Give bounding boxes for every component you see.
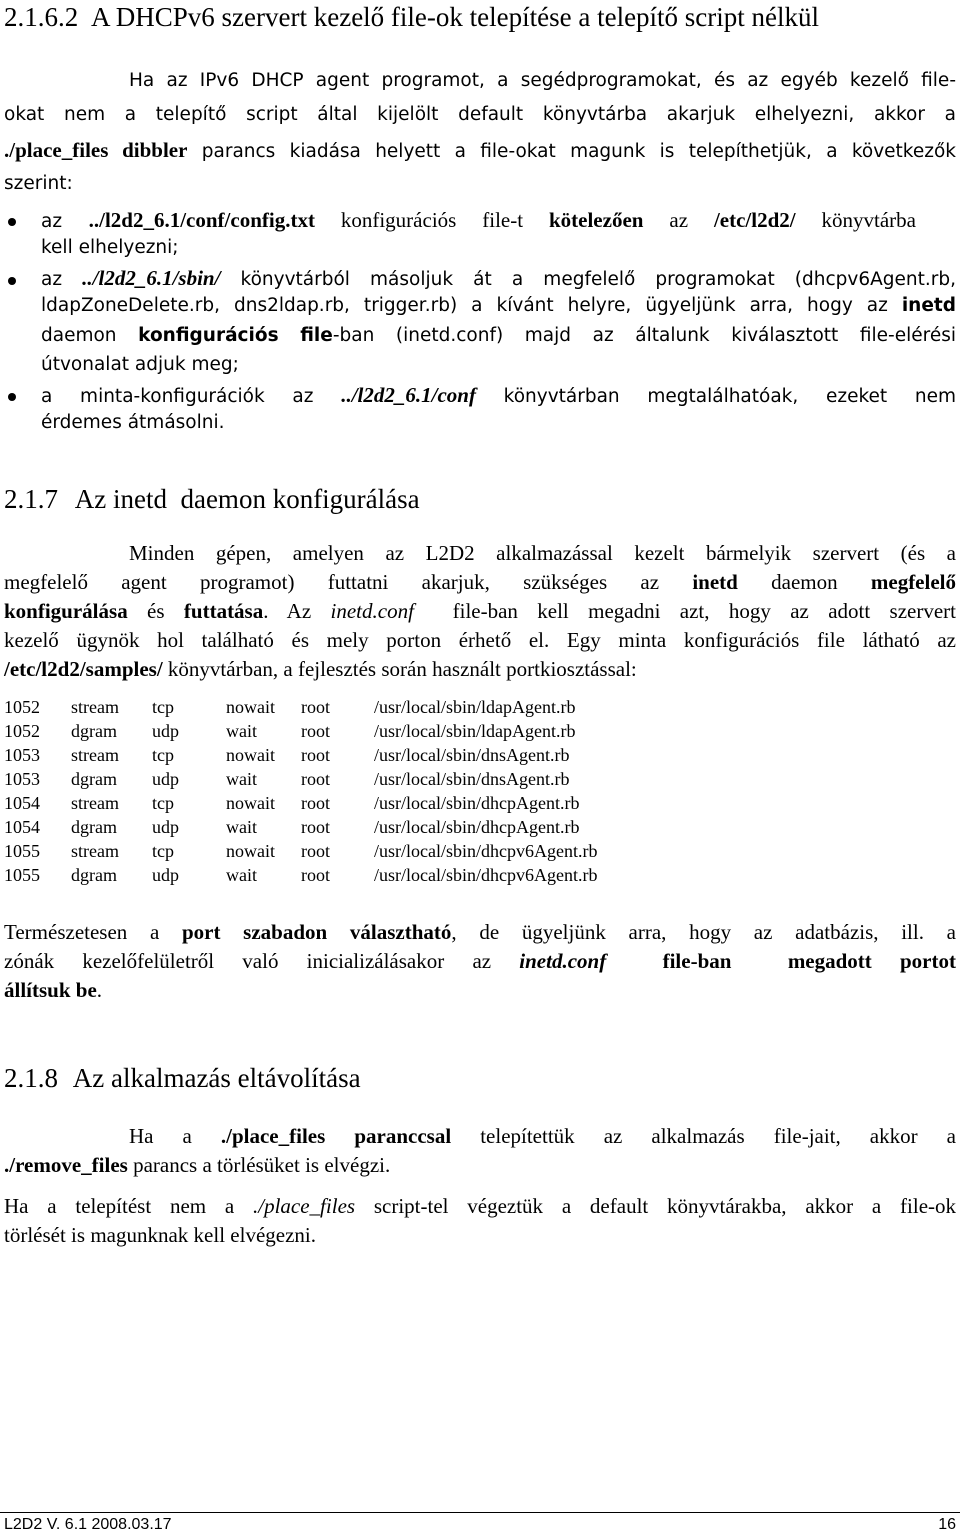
section-title: Az inetd daemon konfigurálása [74,484,420,514]
paragraph-line [4,657,637,682]
paragraph-line [4,138,956,163]
table-cell: root [301,841,330,861]
path-text: /etc/l2d2/ [713,208,796,232]
table-cell: dgram [71,769,117,789]
text-span: daemon [41,325,139,346]
emphasis-text: inetd [692,570,738,594]
text-span: , de ügyeljünk arra, hogy az adatbázis, ill. a [451,920,956,944]
table-cell: 1052 [4,697,40,717]
section-number: 2.1.8 [4,1063,58,1093]
table-cell: 1054 [4,793,40,813]
table-cell: 1055 [4,841,40,861]
list-item-line [41,208,916,233]
paragraph-line [4,1194,956,1219]
table-row [4,817,704,841]
table-cell: /usr/local/sbin/dnsAgent.rb [374,745,570,765]
paragraph-line: Ha az IPv6 DHCP agent programot, a segédprogramokat, és az egyéb kezelő file- [129,70,956,91]
table-cell: root [301,817,330,837]
text-span: a minta-konfigurációk az [41,386,342,407]
table-cell: 1055 [4,865,40,885]
filename-text: inetd.conf [519,949,607,973]
table-cell: udp [152,817,179,837]
footer-doc-version: L2D2 V. 6.1 2008.03.17 [4,1516,172,1533]
table-cell: tcp [152,697,174,717]
list-item-line [41,295,956,316]
text-span: az [643,208,714,232]
text-span: az [41,269,83,290]
table-row [4,697,704,721]
text-span: könyvtárban, a fejlesztés során használt portkiosztással: [162,657,637,681]
table-cell: root [301,769,330,789]
text-span [606,949,662,973]
table-cell: /usr/local/sbin/ldapAgent.rb [374,697,576,717]
table-cell: wait [226,865,257,885]
table-row [4,841,704,865]
table-cell: nowait [226,745,275,765]
text-span [279,325,301,346]
table-cell: tcp [152,793,174,813]
emphasis-text: futtatása [183,599,264,623]
table-cell: udp [152,769,179,789]
paragraph-line [4,599,956,624]
emphasis-text: állítsuk be [4,978,97,1002]
section-title: A DHCPv6 szervert kezelő file-ok telepítése a telepítő script nélkül [91,2,820,32]
table-row [4,793,704,817]
section-title: Az alkalmazás eltávolítása [72,1063,361,1093]
table-row [4,865,704,889]
path-text: /etc/l2d2/samples/ [4,657,163,681]
text-span: konfigurációs file-t [314,208,549,232]
table-cell: root [301,745,330,765]
section-number: 2.1.6.2 [4,2,79,32]
table-cell: dgram [71,865,117,885]
section-number: 2.1.7 [4,484,58,514]
paragraph-line: okat nem a telepítő script által kijelölt default könyvtárba akarjuk elhelyezni, akkor a [4,104,956,125]
table-cell: udp [152,721,179,741]
emphasis-text: konfigurációs [138,325,279,346]
table-cell: 1053 [4,745,40,765]
table-cell: stream [71,745,119,765]
table-cell: root [301,721,330,741]
command-text: ./place_files paranccsal [220,1124,452,1148]
section-heading-2-1-8 [4,1061,361,1095]
list-item-line: érdemes átmásolni. [41,412,225,433]
table-cell: /usr/local/sbin/dhcpv6Agent.rb [374,865,598,885]
text-span: . Az [263,599,331,623]
emphasis-text: file [300,325,333,346]
emphasis-text: inetd [901,295,956,316]
table-cell: dgram [71,817,117,837]
table-cell: /usr/local/sbin/ldapAgent.rb [374,721,576,741]
paragraph-line: Minden gépen, amelyen az L2D2 alkalmazással kezelt bármelyik szervert (és a [129,541,956,565]
paragraph-line [4,949,956,974]
text-span: script-tel végeztük a default könyvtárakba, akkor a file-ok [355,1194,957,1218]
table-row [4,721,704,745]
table-cell: stream [71,697,119,717]
path-text: ../l2d2_6.1/conf [341,383,476,407]
table-cell: tcp [152,841,174,861]
paragraph-line [4,570,956,595]
paragraph-line: kezelő ügynök hol található és mely porton érhető el. Egy minta konfigurációs file látható az [4,628,956,652]
section-heading-2-1-6-2 [4,0,819,34]
text-span: ldapZoneDelete.rb, dns2ldap.rb, trigger.rb) a kívánt helyre, ügyeljünk arra, hogy az [41,295,902,316]
table-cell: /usr/local/sbin/dhcpAgent.rb [374,793,580,813]
text-span: parancs kiadása helyett a file-okat magunk is telepíthetjük, a következők [187,141,956,162]
table-cell: root [301,697,330,717]
table-cell: dgram [71,721,117,741]
table-cell: nowait [226,793,275,813]
text-span: parancs a törlésüket is elvégzi. [127,1153,391,1177]
emphasis-text: port szabadon választható [182,920,452,944]
command-text: ./place_files dibbler [4,138,188,162]
emphasis-text: konfigurálása [4,599,128,623]
table-cell: /usr/local/sbin/dnsAgent.rb [374,769,570,789]
text-span: megfelelő agent programot) futtatni akarjuk, szükséges az [4,570,693,594]
text-span: file-ban kell megadni azt, hogy az adott szervert [413,599,956,623]
bullet-marker [8,393,16,401]
paragraph-line: szerint: [4,173,73,194]
table-cell: /usr/local/sbin/dhcpv6Agent.rb [374,841,598,861]
table-cell: /usr/local/sbin/dhcpAgent.rb [374,817,580,837]
emphasis-text: megfelelő [870,570,956,594]
list-item-line: kell elhelyezni; [41,237,179,258]
filename-text: inetd.conf [330,599,414,623]
text-span: és [127,599,184,623]
table-cell: wait [226,817,257,837]
table-cell: wait [226,721,257,741]
command-text: ./place_files [253,1194,356,1218]
emphasis-text: kötelezően [548,208,644,232]
table-row [4,745,704,769]
bullet-marker [8,277,16,285]
text-span: az [41,211,89,232]
emphasis-text: file-ban megadott portot [662,949,956,973]
table-cell: 1052 [4,721,40,741]
table-cell: wait [226,769,257,789]
paragraph-line: törlését is magunknak kell elvégezni. [4,1223,316,1247]
text-span: daemon [737,570,871,594]
paragraph-line [129,1124,956,1149]
command-text: ./remove_files [4,1153,128,1177]
paragraph-line [4,1153,390,1178]
footer-divider [0,1512,960,1513]
table-cell: root [301,793,330,813]
table-cell: 1053 [4,769,40,789]
table-cell: udp [152,865,179,885]
paragraph-line [4,920,956,945]
table-cell: stream [71,793,119,813]
table-cell: nowait [226,697,275,717]
list-item-line [41,325,956,346]
text-span: Ha a telepítést nem a [4,1194,253,1218]
text-span: telepítettük az alkalmazás file-jait, akkor a [451,1124,956,1148]
table-cell: root [301,865,330,885]
table-cell: stream [71,841,119,861]
text-span: könyvtárba [795,208,916,232]
table-cell: nowait [226,841,275,861]
text-span: . [96,978,103,1002]
footer-page-number: 16 [938,1516,956,1533]
path-text: ../l2d2_6.1/conf/config.txt [88,208,315,232]
table-row [4,769,704,793]
list-item-line [41,266,956,291]
text-span: zónák kezelőfelületről való inicializálásakor az [4,949,520,973]
path-text: ../l2d2_6.1/sbin/ [82,266,221,290]
table-cell: tcp [152,745,174,765]
list-item-line [41,383,956,408]
table-cell: 1054 [4,817,40,837]
text-span: Ha a [129,1124,221,1148]
section-heading-2-1-7 [4,482,420,516]
text-span: könyvtárból másoljuk át a megfelelő programokat (dhcpv6Agent.rb, [220,269,956,290]
paragraph-line [4,978,102,1003]
bullet-marker [8,218,16,226]
text-span: könyvtárban megtalálhatóak, ezeket nem [475,386,956,407]
text-span: Természetesen a [4,920,182,944]
list-item-line: útvonalat adjuk meg; [41,354,239,375]
text-span: -ban (inetd.conf) majd az általunk kiválasztott file-elérési [332,325,956,346]
